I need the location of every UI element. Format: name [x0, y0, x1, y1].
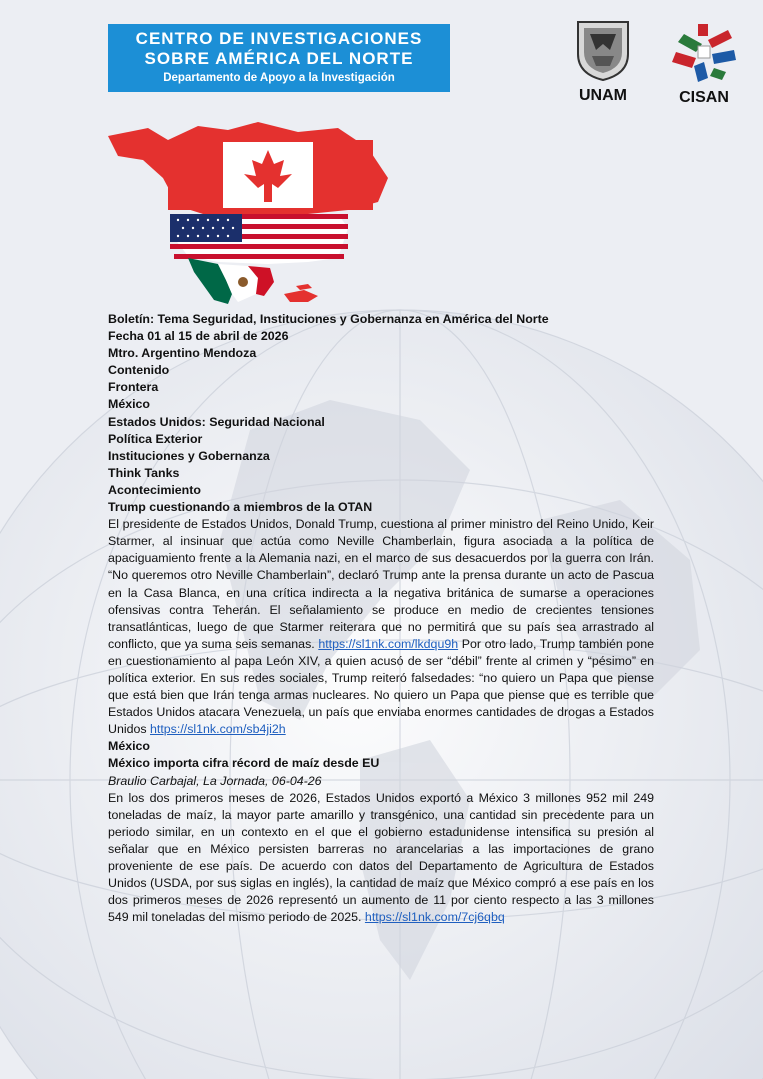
article-link[interactable]: https://sl1nk.com/7cj6qbq [364, 910, 505, 925]
bulletin-date: Fecha 01 al 15 de abril de 2026 [108, 329, 289, 344]
toc-item-seguridad-nacional[interactable]: Estados Unidos: Seguridad Nacional [108, 414, 325, 429]
article-body [108, 516, 654, 738]
bulletin-author: Mtro. Argentino Mendoza [108, 346, 257, 361]
banner-line-2: SOBRE AMÉRICA DEL NORTE [144, 49, 414, 68]
toc-item-politica-exterior[interactable]: Política Exterior [108, 431, 203, 446]
article-link-1[interactable]: https://sl1nk.com/lkdqu9h [318, 636, 459, 651]
contents-label: Contenido [108, 363, 170, 378]
toc-item-mexico[interactable]: México [108, 397, 151, 412]
article-title: Trump cuestionando a miembros de la OTAN [108, 500, 373, 515]
cisan-label: CISAN [679, 89, 729, 106]
section-label-mexico: México [108, 739, 151, 754]
bulletin-title: Boletín: Tema Seguridad, Instituciones y Gobernanza en América del Norte [108, 312, 549, 326]
toc-item-instituciones[interactable]: Instituciones y Gobernanza [108, 448, 270, 463]
banner-line-3: Departamento de Apoyo a la Investigación [163, 72, 395, 84]
article-link-2[interactable]: https://sl1nk.com/sb4ji2h [150, 722, 286, 737]
toc-item-frontera[interactable]: Frontera [108, 380, 159, 395]
article-text-1: El presidente de Estados Unidos, Donald Trump, cuestiona al primer ministro del Reino Unido, Keir Starmer, al insinuar que actúa como Neville Chamberlain, figura asociada a la política de apaciguamiento frente a la Alemania nazi, en el marco de sus desacuerdos por la guerra con Irán. “No queremos otro Neville Chamberlain”, declaró Trump ante la prensa durante un acto de Pascua en la Casa Blanca, en una crítica indirecta a la negativa británica de sumarse a operaciones ofensivas contra Teherán. El señalamiento se produce en medio de crecientes tensiones transatlánticas, luego de que Starmer reiterara que no permitirá que su país sea arrastrado al conflicto, que ya suma seis semanas. [108, 517, 654, 651]
article-text-2: Por otro lado, Trump también pone en cuestionamiento al papa León XIV, a quien acusó de ser “débil” frente al crimen y “pésimo” en política exterior. En sus redes sociales, Trump reiteró falsedades: “no quiero un Papa que piense que está bien que Irán tenga armas nucleares. No quiero un Papa que piense que es terrible que Estados Unidos atacara Venezuela, un país que enviaba enormes cantidades de drogas a Estados Unidos [108, 636, 654, 737]
article-title: México importa cifra récord de maíz desde EU [108, 756, 380, 771]
article-byline: Braulio Carbajal, La Jornada, 06-04-26 [108, 773, 322, 788]
unam-shield-icon [570, 20, 636, 82]
institution-banner [108, 24, 450, 92]
toc-item-think-tanks[interactable]: Think Tanks [108, 465, 180, 480]
bulletin-content [108, 311, 654, 926]
eagle-emblem-icon [238, 277, 248, 287]
cisan-logo [668, 22, 740, 107]
unam-logo [570, 20, 636, 105]
cisan-emblem-icon [668, 22, 740, 84]
mexico-flag-shape [188, 258, 274, 304]
article-body [108, 790, 654, 927]
article-text: En los dos primeros meses de 2026, Estados Unidos exportó a México 3 millones 952 mil 249 toneladas de maíz, la mayor parte amarillo y transgénico, una cantidad sin precedente para un periodo similar, en un contexto en el que el gobierno estadunidense intensifica su presión al señalar que en México persisten barreras no arancelarias a las importaciones de grano proveniente de ese país. De acuerdo con datos del Departamento de Agricultura de Estados Unidos (USDA, por sus siglas en inglés), la cantidad de maíz que México compró a ese país en los dos primeros meses de 2026 representó un aumento de 11 por ciento respecto a las 3 millones 549 mil toneladas del mismo periodo de 2025. [108, 790, 654, 925]
banner-line-1: CENTRO DE INVESTIGACIONES [135, 29, 423, 48]
unam-label: UNAM [579, 87, 627, 104]
north-america-flag-map [108, 118, 393, 313]
usa-flag-shape [170, 214, 348, 264]
toc-item-acontecimiento[interactable]: Acontecimiento [108, 482, 201, 497]
